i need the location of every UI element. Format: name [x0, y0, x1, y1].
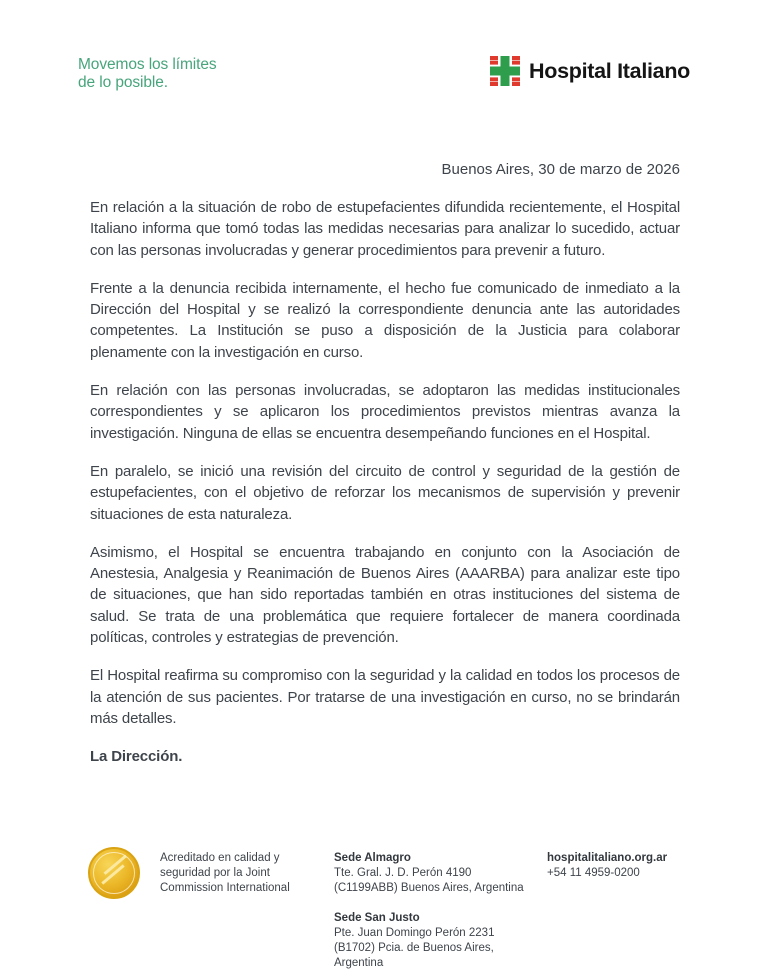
sede-san-justo-address-2: (B1702) Pcia. de Buenos Aires, Argentina — [334, 942, 494, 969]
sede-almagro — [334, 851, 542, 896]
hospital-cross-icon — [490, 56, 520, 86]
sede-almagro-address-1: Tte. Gral. J. D. Perón 4190 — [334, 867, 472, 879]
sede-san-justo-address-1: Pte. Juan Domingo Perón 2231 — [334, 927, 495, 939]
letter-header — [0, 0, 770, 91]
accreditation-text: Acreditado en calidad y seguridad por la Joint Commission International — [160, 852, 290, 894]
paragraph-6: El Hospital reafirma su compromiso con la seguridad y la calidad en todos los procesos de la atención de sus pacientes. Por tratarse de una investigación en curso, no se brindarán más detalles. — [90, 667, 680, 727]
tagline-line-1: Movemos los límites — [78, 56, 217, 73]
sede-san-justo-title: Sede San Justo — [334, 912, 420, 924]
joint-commission-seal-icon — [88, 847, 140, 899]
website-text: hospitalitaliano.org.ar — [547, 852, 668, 864]
paragraph-2: Frente a la denuncia recibida internamente, el hecho fue comunicado de inmediato a la Dirección del Hospital y se realizó la correspondiente denuncia ante las autoridades competentes. La Institución se puso a disposición de la Justicia para colaborar plenamente con la investigación en curso. — [90, 279, 680, 361]
sede-almagro-address-2: (C1199ABB) Buenos Aires, Argentina — [334, 882, 524, 894]
locations — [334, 851, 542, 971]
letter-footer — [0, 845, 770, 971]
tagline — [78, 56, 217, 91]
letter-body — [0, 180, 770, 768]
paragraph-5: Asimismo, el Hospital se encuentra trabajando en conjunto con la Asociación de Anestesia, Analgesia y Reanimación de Buenos Aires (AAARBA) para analizar este tipo de situaciones, que han sido reportadas también en otras instituciones del sistema de salud. Se trata de una problemática que requiere fortalecer de manera coordinada políticas, controles y estrategias de prevención. — [90, 543, 680, 647]
brand-name: Hospital Italiano — [529, 58, 690, 83]
sede-almagro-title: Sede Almagro — [334, 852, 411, 864]
paragraph-3: En relación con las personas involucradas, se adoptaron las medidas institucionales correspondientes y se aplicaron los procedimientos previstos mientras avanza la investigación. Ninguna de ellas se encuentra desempeñando funciones en el Hospital. — [90, 382, 680, 442]
brand-logo — [490, 56, 690, 86]
phone-number: +54 11 4959-0200 — [547, 867, 640, 879]
paragraph-1: En relación a la situación de robo de estupefacientes difundida recientemente, el Hospital Italiano informa que tomó todas las medidas necesarias para analizar lo sucedido, actuar con las personas involucradas y generar procedimientos para prevenir a futuro. — [90, 199, 680, 259]
contact-info — [547, 851, 667, 881]
date-line: Buenos Aires, 30 de marzo de 2026 — [441, 161, 680, 178]
signature: La Dirección. — [90, 748, 183, 766]
tagline-line-2: de lo posible. — [78, 73, 168, 91]
paragraph-4: En paralelo, se inició una revisión del circuito de control y seguridad de la gestión de estupefacientes, con el objetivo de reforzar los mecanismos de supervisión y prevenir situaciones de esta naturaleza. — [90, 462, 680, 523]
sede-san-justo — [334, 911, 542, 971]
